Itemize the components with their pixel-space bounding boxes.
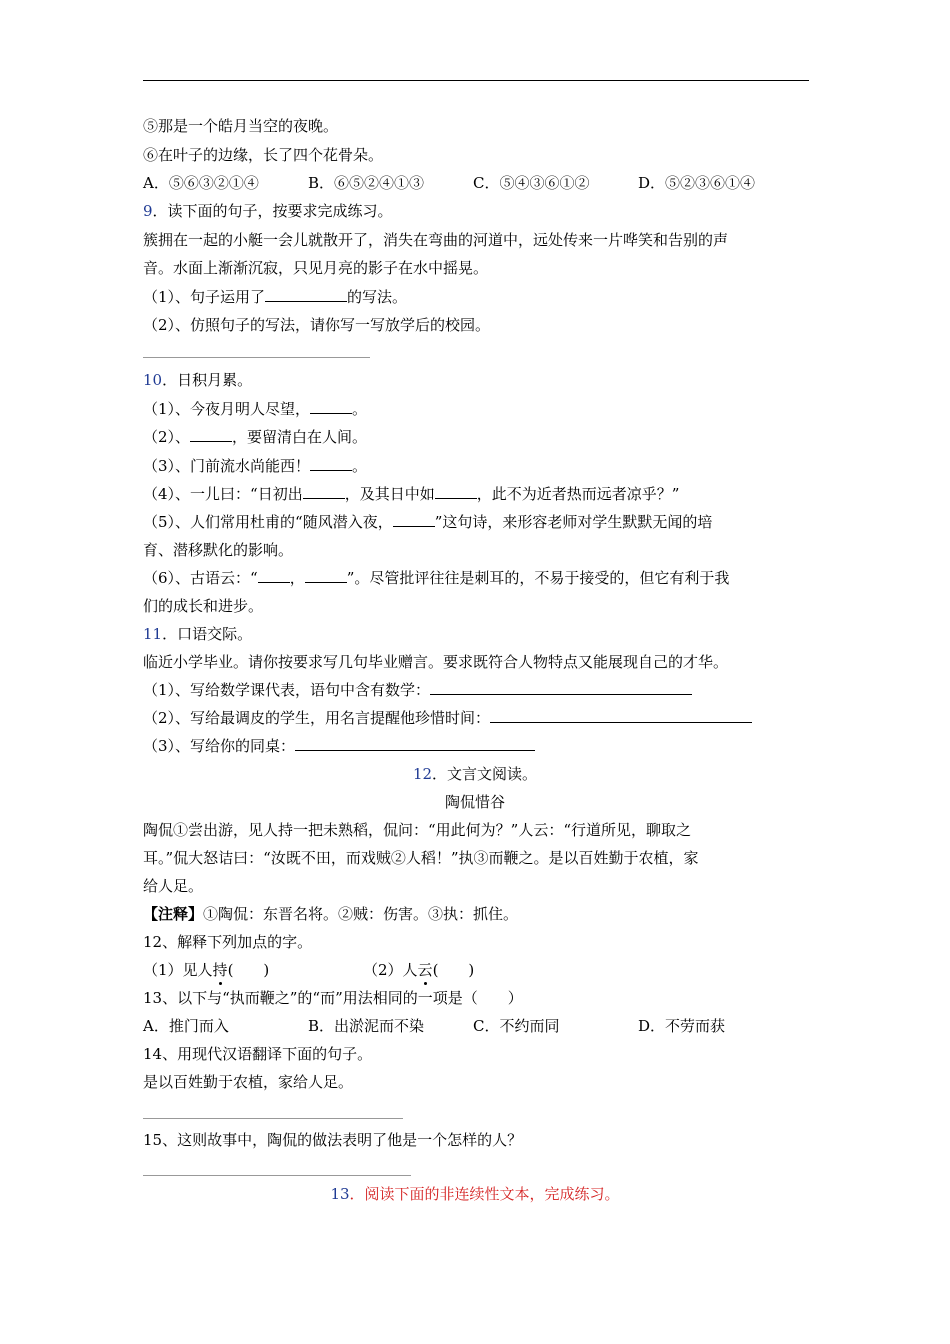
q10-item-2-prefix: （2）、 (143, 428, 191, 446)
q8-option-d: D．⑤②③⑥①④ (638, 174, 756, 192)
q9-item-2: （2）、仿照句子的写法，请你写一写放学后的校园。 (143, 316, 491, 334)
header-rule (143, 80, 809, 81)
q12-sub-14-answer-line[interactable] (143, 1118, 403, 1119)
q12-passage-line-3: 给人足。 (143, 877, 204, 895)
q10-item-6-part-b: ， (289, 569, 305, 587)
q11-item-3-label: （3）、写给你的同桌： (143, 737, 296, 755)
q12-sub-12-item-2 (363, 960, 474, 980)
q10-item-6-cont: 们的成长和进步。 (143, 597, 264, 615)
q12-sub-12-item-1-dotted-char: 持 (212, 961, 228, 979)
q10-item-2-suffix: ，要留清白在人间。 (232, 428, 368, 446)
q9-passage-line-2: 音。水面上渐渐沉寂，只见月亮的影子在水中摇晃。 (143, 259, 489, 277)
q10-item-6-part-a: （6）、古语云：“ (143, 569, 258, 587)
q9-item-1-blank[interactable] (265, 287, 347, 302)
q12-sub-12-item-2-dotted-char: 云 (417, 961, 433, 979)
q10-item-5 (143, 512, 712, 532)
q12-sub-13-option-d: D．不劳而获 (638, 1017, 726, 1035)
q8-options (143, 173, 755, 193)
q11-heading (143, 624, 252, 644)
q10-item-5-part-b: ”这句诗，来形容老师对学生默默无闻的培 (434, 513, 713, 531)
q11-item-1-label: （1）、写给数学课代表，语句中含有数学： (143, 681, 431, 699)
q10-item-1 (143, 399, 367, 419)
q12-sub-15-answer-line[interactable] (143, 1175, 411, 1176)
q12-number: 12 (412, 765, 433, 783)
q10-item-2 (143, 427, 367, 447)
q12-sub-13-option-c: C．不约而同 (473, 1017, 560, 1035)
q9-title: ．读下面的句子，按要求完成练习。 (152, 202, 393, 220)
q13-number: 13 (330, 1185, 350, 1203)
q12-passage-line-1: 陶侃①尝出游，见人持一把未熟稻，侃问：“用此何为？”人云：“行道所见，聊取之 (143, 821, 692, 839)
q12-sub-14: 14、用现代汉语翻译下面的句子。 (143, 1045, 373, 1063)
q12-sub-13-option-b: B．出淤泥而不染 (308, 1017, 425, 1035)
q9-passage-line-1: 簇拥在一起的小艇一会儿就散开了，消失在弯曲的河道中，远处传来一片哗笑和告别的声 (143, 231, 729, 249)
q12-sub-12-item-1-prefix: （1）见人 (143, 961, 213, 979)
q9-number: 9 (143, 202, 153, 220)
q11-item-1-answer[interactable] (430, 680, 692, 695)
q11-item-2-answer[interactable] (490, 708, 752, 723)
q10-item-6-part-c: ”。尽管批评往往是刺耳的，不易于接受的，但它有利于我 (346, 569, 730, 587)
q12-sub-13-option-a: A．推门而入 (143, 1017, 229, 1035)
q10-item-4-part-a: （4）、一儿曰：“日初出 (143, 485, 303, 503)
q10-item-1-prefix: （1）、今夜月明人尽望， (143, 400, 311, 418)
q10-item-3-prefix: （3）、门前流水尚能西！ (143, 457, 311, 475)
q10-item-6-blank-1[interactable] (258, 568, 290, 583)
q12-sub-15: 15、这则故事中，陶侃的做法表明了他是一个怎样的人？ (143, 1131, 523, 1149)
q12-notes-text: ①陶侃：东晋名将。②贼：伤害。③执：抓住。 (203, 905, 519, 923)
q11-item-1 (143, 680, 692, 700)
q8-sentence-5: ⑤那是一个皓月当空的夜晚。 (143, 117, 339, 135)
q8-option-a: A．⑤⑥③②①④ (143, 174, 259, 192)
q10-item-5-part-a: （5）、人们常用杜甫的“随风潜入夜， (143, 513, 393, 531)
q10-heading (143, 370, 252, 390)
q10-item-2-blank[interactable] (190, 427, 232, 442)
q11-item-3-answer[interactable] (295, 736, 535, 751)
q11-item-2 (143, 708, 752, 728)
q9-item-1 (143, 287, 407, 307)
q10-item-3-blank[interactable] (310, 456, 352, 471)
q12-notes (143, 904, 518, 924)
q13-title: ．阅读下面的非连续性文本，完成练习。 (349, 1185, 620, 1203)
q12-sub-13-options (143, 1016, 725, 1036)
q10-item-3 (143, 456, 367, 476)
q12-sub-13: 13、以下与“执而鞭之”的“而”用法相同的一项是（ ） (143, 989, 523, 1007)
q11-number: 11 (143, 625, 163, 643)
q12-passage-line-2: 耳。”侃大怒诘曰：“汝既不田，而戏贼②人稻！”执③而鞭之。是以百姓勤于农植，家 (143, 849, 699, 867)
q12-sub-14-sentence: 是以百姓勤于农植，家给人足。 (143, 1073, 354, 1091)
q9-item-1-prefix: （1）、句子运用了 (143, 288, 266, 306)
q10-item-4-blank-2[interactable] (435, 484, 477, 499)
q8-option-c: C．⑤④③⑥①② (473, 174, 590, 192)
q10-item-3-suffix: 。 (352, 457, 368, 475)
q10-item-1-suffix: 。 (352, 400, 368, 418)
q11-item-2-label: （2）、写给最调皮的学生，用名言提醒他珍惜时间： (143, 709, 491, 727)
q9-answer-line[interactable] (143, 357, 370, 358)
q11-item-3 (143, 736, 535, 756)
q11-title: ．口语交际。 (162, 625, 253, 643)
q10-item-4 (143, 484, 679, 504)
q12-sub-12-items (143, 960, 474, 980)
q12-title: ．文言文阅读。 (432, 765, 538, 783)
q10-item-4-part-b: ，及其日中如 (344, 485, 435, 503)
q10-item-4-blank-1[interactable] (303, 484, 345, 499)
q10-item-4-part-c: ，此不为近者热而远者凉乎？” (476, 485, 680, 503)
q12-sub-12-item-1 (143, 960, 363, 980)
q13-heading (0, 1184, 950, 1204)
q10-item-5-blank[interactable] (393, 512, 435, 527)
q12-sub-12: 12、解释下列加点的字。 (143, 933, 313, 951)
q12-sub-12-item-1-blank[interactable]: ( ) (227, 961, 270, 979)
q10-item-6-blank-2[interactable] (305, 568, 347, 583)
q12-notes-label: 【注释】 (143, 905, 204, 923)
q12-sub-12-item-2-blank[interactable]: ( ) (432, 961, 475, 979)
q8-sentence-6: ⑥在叶子的边缘，长了四个花骨朵。 (143, 146, 384, 164)
q10-title: ．日积月累。 (162, 371, 253, 389)
q10-item-6 (143, 568, 729, 588)
q8-option-b: B．⑥⑤②④①③ (308, 174, 425, 192)
q10-item-1-blank[interactable] (310, 399, 352, 414)
q12-heading (0, 764, 950, 784)
q10-number: 10 (143, 371, 163, 389)
q9-heading (143, 201, 393, 221)
q11-intro: 临近小学毕业。请你按要求写几句毕业赠言。要求既符合人物特点又能展现自己的才华。 (143, 653, 729, 671)
q12-sub-12-item-2-prefix: （2）人 (363, 961, 418, 979)
q10-item-5-cont: 育、潜移默化的影响。 (143, 541, 294, 559)
q9-item-1-suffix: 的写法。 (347, 288, 408, 306)
q12-passage-title: 陶侃惜谷 (444, 793, 505, 811)
